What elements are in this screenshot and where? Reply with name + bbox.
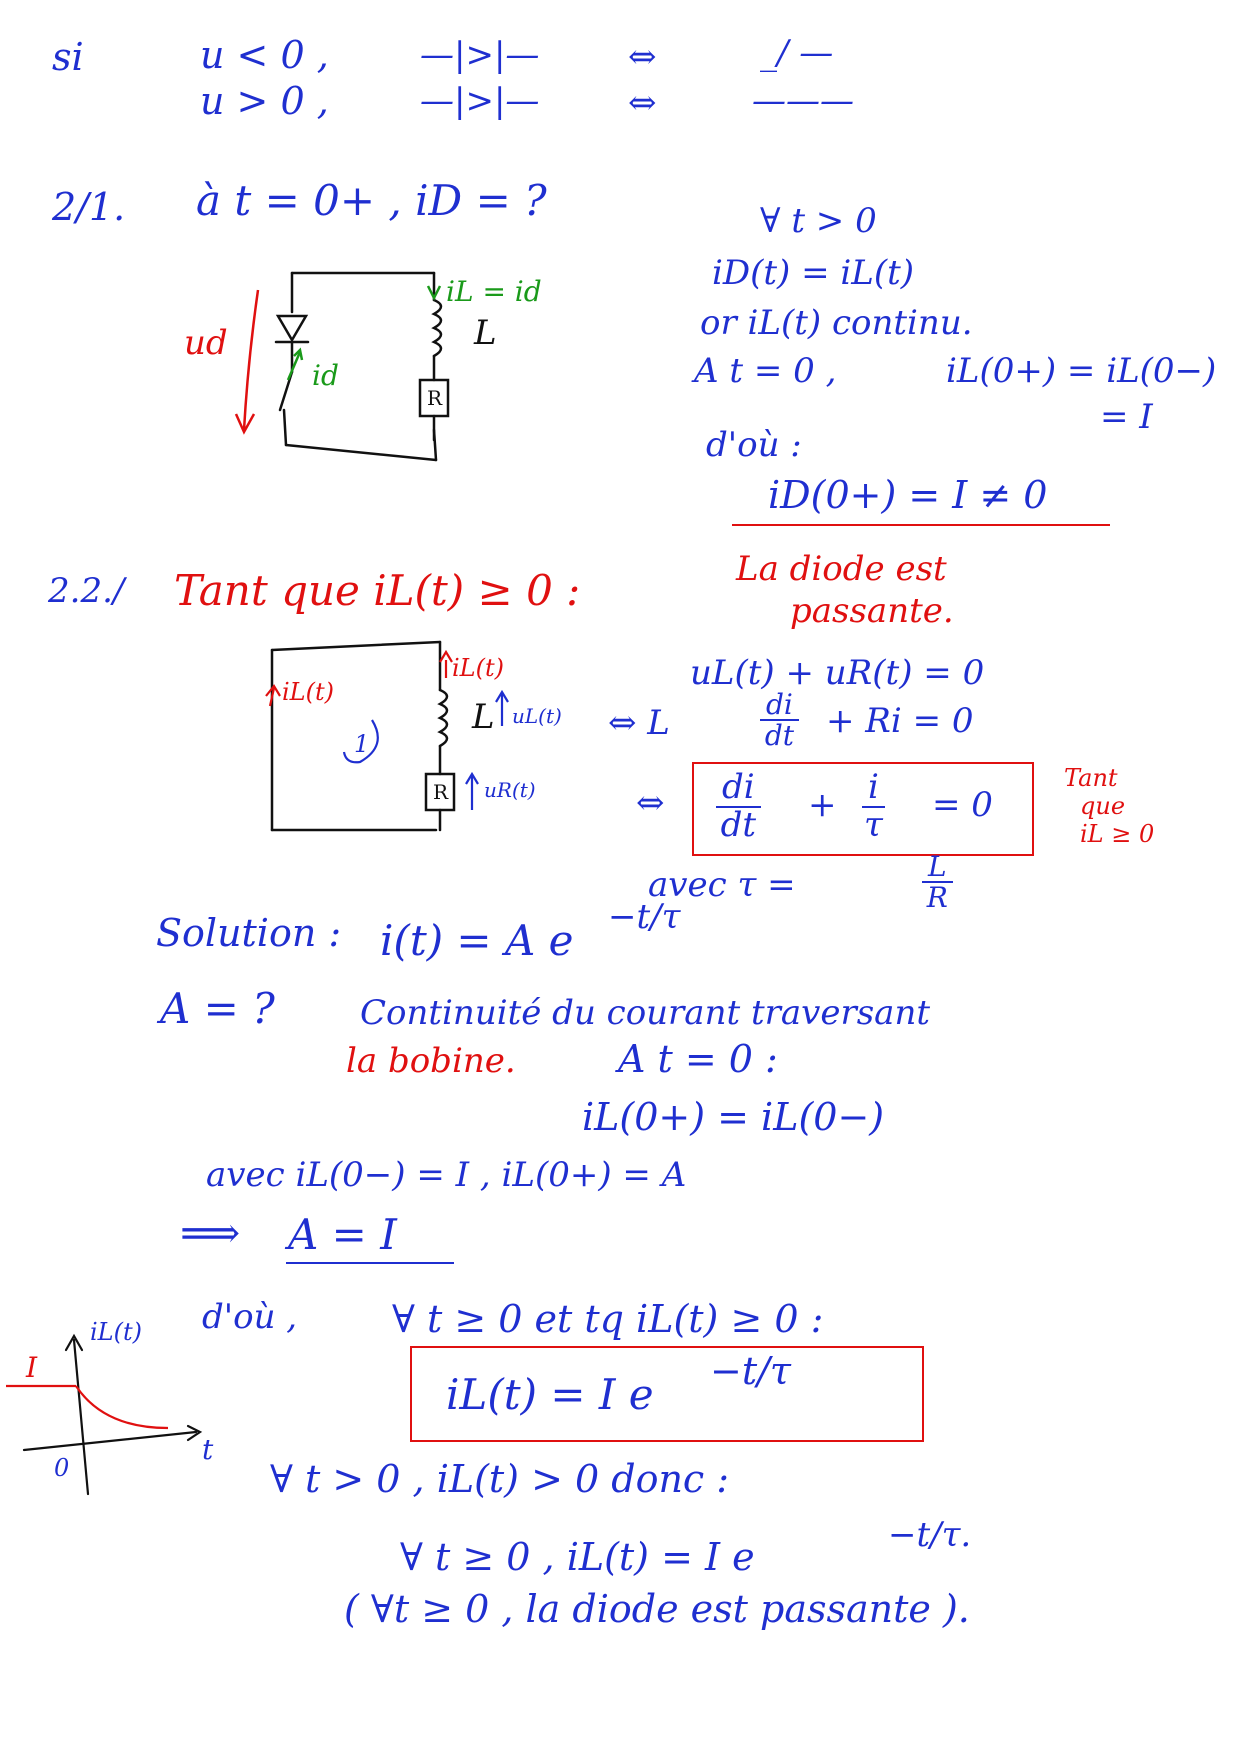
il-continuity-eq: iL(0+) = iL(0−) <box>946 351 1217 391</box>
id-result: iD(0+) = I ≠ 0 <box>768 473 1048 517</box>
equiv-sign-2: ⇔ <box>628 83 657 123</box>
tant-side: Tant <box>1064 764 1118 792</box>
u-negative-text: u < 0 , <box>200 33 329 77</box>
kvl-equation: uL(t) + uR(t) = 0 <box>690 653 985 693</box>
dou-text: d'où : <box>706 425 802 465</box>
fraction-i-numerator: i <box>862 770 885 808</box>
open-switch-symbol: _/ — <box>760 33 834 73</box>
fraction-dt-denominator-2: dt <box>720 804 757 845</box>
final-exponent: −t/τ. <box>888 1515 972 1555</box>
il-continuity-eq-2: iL(0+) = iL(0−) <box>582 1095 885 1139</box>
equiv-sign-1: ⇔ <box>628 37 657 77</box>
equiv-L-text: ⇔ L <box>608 703 670 743</box>
fraction-di-numerator-2: di <box>716 770 761 808</box>
mesh-number: 1 <box>354 730 370 758</box>
at-t-zero-2: A t = 0 : <box>618 1037 778 1081</box>
tant-que-condition: Tant que iL(t) ≥ 0 : <box>174 566 581 615</box>
inductor-L-label-2: L <box>472 697 495 737</box>
implies-arrow: ⟹ <box>180 1208 241 1257</box>
que-side: que <box>1080 792 1126 820</box>
graph-xlabel: t <box>202 1433 214 1466</box>
i-t-left-label: iL(t) <box>282 678 334 706</box>
si-text: si <box>52 35 84 79</box>
A-equals-I: A = I <box>288 1210 397 1259</box>
question-2-2-label: 2.2./ <box>48 571 125 611</box>
or-il-continuous: or iL(t) continu. <box>700 303 973 343</box>
inductor-L-label: L <box>474 313 497 353</box>
question-2-1-label: 2/1. <box>52 185 126 229</box>
la-diode-est: La diode est <box>736 549 947 589</box>
final-equation: ∀ t ≥ 0 , iL(t) = I e <box>400 1535 755 1579</box>
graph-ylabel: iL(t) <box>90 1318 142 1346</box>
il-t-right-label: iL(t) <box>452 654 504 682</box>
question-2-1-text: à t = 0+ , iD = ? <box>196 176 547 225</box>
passante-text: passante. <box>790 591 954 631</box>
solution-label: Solution : <box>156 911 342 955</box>
graph-origin: 0 <box>54 1454 70 1482</box>
fraction-di-numerator: di <box>760 690 799 721</box>
dou-2-text: d'où , <box>202 1297 298 1337</box>
plus-ri-text: + Ri = 0 <box>826 701 974 741</box>
diode-blocked-symbol: —|>|— <box>420 35 540 75</box>
ur-label: uR(t) <box>484 778 536 802</box>
equals-I: = I <box>1100 397 1153 437</box>
id-equals-il: iD(t) = iL(t) <box>712 253 915 293</box>
ud-label: ud <box>184 323 228 363</box>
plus-sign: + <box>808 785 837 825</box>
graph-I-label: I <box>26 1351 38 1384</box>
id-label: id <box>312 359 339 392</box>
il-ge-zero-side: iL ≥ 0 <box>1080 820 1155 848</box>
A-question: A = ? <box>160 984 275 1033</box>
u-positive-text: u > 0 , <box>200 79 329 123</box>
continuity-text: Continuité du courant traversant <box>360 993 930 1033</box>
avec-tau: avec τ = <box>648 865 796 905</box>
resistor-R-label-2: R <box>433 780 449 804</box>
fraction-L-numerator: L <box>922 852 953 883</box>
ul-label: uL(t) <box>512 704 562 728</box>
equiv-sign-box: ⇔ <box>636 783 665 823</box>
solution-equation: i(t) = A e <box>380 916 574 965</box>
forall-t-positive: ∀ t > 0 <box>760 201 877 241</box>
la-bobine-text: la bobine. <box>346 1041 516 1081</box>
at-t-zero: A t = 0 , <box>694 351 837 391</box>
forall-tq-condition: ∀ t ≥ 0 et tq iL(t) ≥ 0 : <box>392 1297 824 1341</box>
resistor-R-label: R <box>427 386 443 410</box>
forall-donc-text: ∀ t > 0 , iL(t) > 0 donc : <box>270 1457 730 1501</box>
fraction-tau-denominator: τ <box>864 804 883 845</box>
avec-il-values: avec iL(0−) = I , iL(0+) = A <box>206 1155 687 1195</box>
conclusion-text: ( ∀t ≥ 0 , la diode est passante ). <box>344 1587 970 1631</box>
boxed-solution-exp: −t/τ <box>710 1349 791 1393</box>
solution-exponent: −t/τ <box>608 897 681 937</box>
boxed-solution-eq: iL(t) = I e <box>446 1370 654 1419</box>
equals-zero: = 0 <box>932 785 993 825</box>
fraction-dt-denominator: dt <box>764 719 795 753</box>
il-equals-id-label: iL = id <box>446 275 542 308</box>
fraction-R-denominator: R <box>926 881 948 915</box>
diode-pass-symbol: —|>|— <box>420 81 540 121</box>
closed-wire-symbol: ——— <box>752 81 854 121</box>
